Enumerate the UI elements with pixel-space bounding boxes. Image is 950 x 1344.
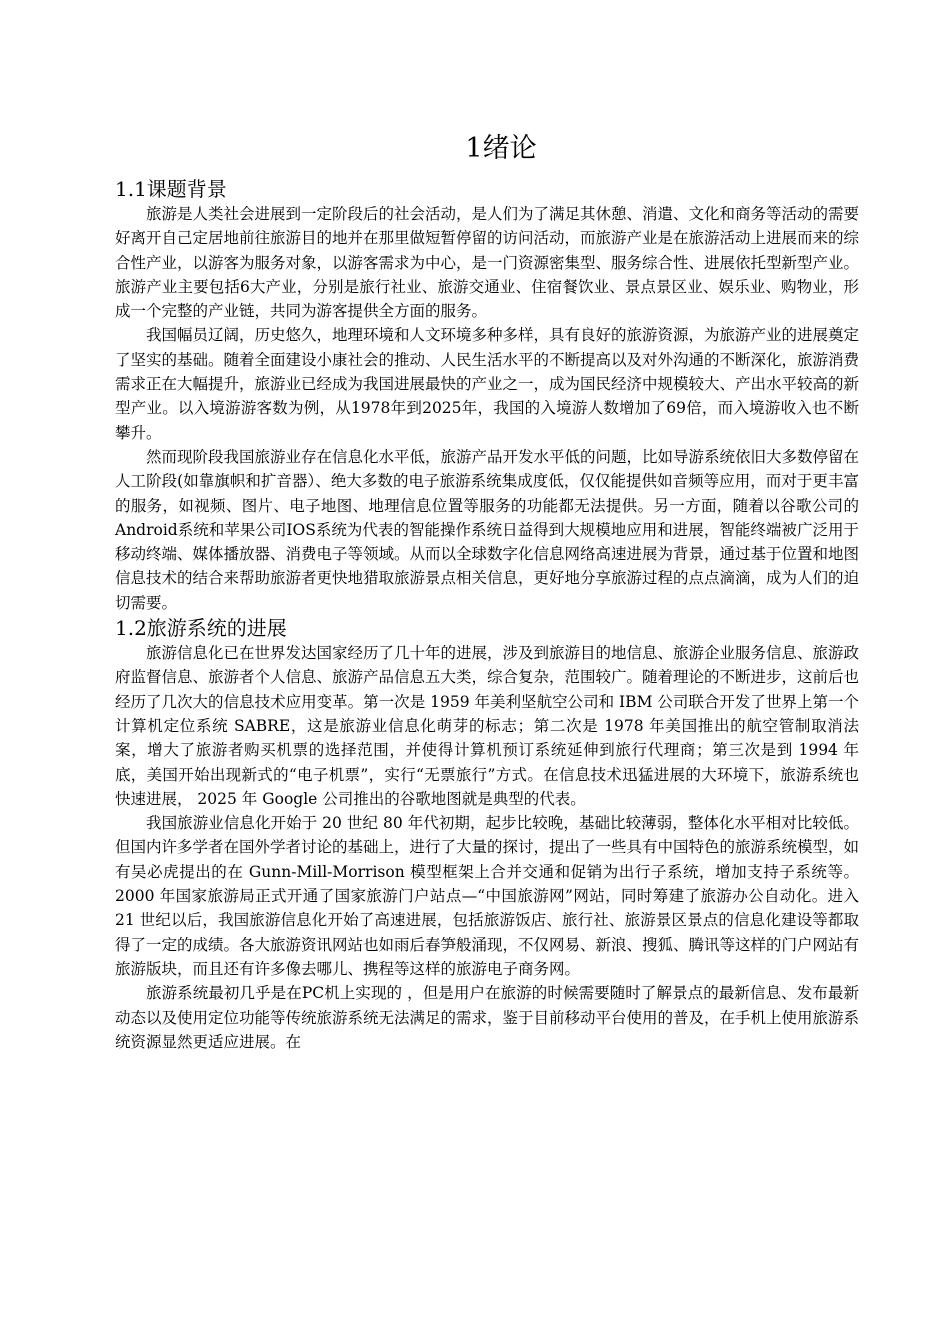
paragraph: 旅游系统最初几乎是在PC机上实现的 ，但是用户在旅游的时候需要随时了解景点的最新信息、发布最新动态以及使用定位功能等传统旅游系统无法满足的需求，鉴于目前移动平台使用的普及，在手机上使用旅游系统资源显然更适应进展。在: [115, 984, 860, 1051]
section-tourism-system: [115, 615, 859, 1054]
paragraph: 我国旅游业信息化开始于 20 世纪 80 年代初期，起步比较晚，基础比较薄弱，整体化水平相对比较低。但国内许多学者在国外学者讨论的基础上，进行了大量的探讨，提出了一些具有中国特色的旅游系统模型，如有吴必虎提出的在 Gunn-Mill-Morrison 模型框架上合并交通和促销为出行子系统，增加支持子系统等。2000 年国家旅游局正式开通了国家旅游门户站点—“中国旅游网”网站，同时筹建了旅游办公自动化。进入 21 世纪以后，我国旅游信息化开始了高速进展，包括旅游饭店、旅行社、旅游景区景点的信息化建设等都取得了一定的成绩。各大旅游资讯网站也如雨后春笋般涌现，不仅网易、新浪、搜狐、腾讯等这样的门户网站有旅游版块，而且还有许多像去哪儿、携程等这样的旅游电子商务网。: [115, 814, 860, 978]
chapter-title: 1绪论: [465, 133, 537, 164]
section-heading: 1.1课题背景: [115, 177, 227, 201]
document-page: [115, 128, 859, 1054]
paragraph: 旅游信息化已在世界发达国家经历了几十年的进展，涉及到旅游目的地信息、旅游企业服务信息、旅游政府监督信息、旅游者个人信息、旅游产品信息五大类，综合复杂，范围较广。随着理论的不断进步，这前后也经历了几次大的信息技术应用变革。第一次是 1959 年美利坚航空公司和 IBM 公司联合开发了世界上第一个计算机定位系统 SABRE，这是旅游业信息化萌芽的标志；第二次是 1978 年美国推出的航空管制取消法案，增大了旅游者购买机票的选择范围，并使得计算机预订系统延伸到旅行代理商；第三次是到 1994 年底，美国开始出现新式的“电子机票”，实行“无票旅行”方式。在信息技术迅猛进展的大环境下，旅游系统也快速进展， 2025 年 Google 公司推出的谷歌地图就是典型的代表。: [115, 644, 860, 808]
paragraph: 旅游是人类社会进展到一定阶段后的社会活动，是人们为了满足其休憩、消遣、文化和商务等活动的需要好离开自己定居地前往旅游目的地并在那里做短暂停留的访问活动，而旅游产业是在旅游活动上进展而来的综合性产业，以游客为服务对象，以游客需求为中心，是一门资源密集型、服务综合性、进展依托型新型产业。旅游产业主要包括6大产业，分别是旅行社业、旅游交通业、住宿餐饮业、景点景区业、娱乐业、购物业，形成一个完整的产业链，共同为游客提供全方面的服务。: [115, 205, 860, 321]
paragraph: 我国幅员辽阔，历史悠久，地理环境和人文环境多种多样，具有良好的旅游资源，为旅游产业的进展奠定了坚实的基础。随着全面建设小康社会的推动、人民生活水平的不断提高以及对外沟通的不断深化，旅游消费需求正在大幅提升，旅游业已经成为我国进展最快的产业之一，成为国民经济中规模较大、产出水平较高的新型产业。以入境游游客数为例，从1978年到2025年，我国的入境游人数增加了69倍，而入境游收入也不断攀升。: [115, 326, 860, 442]
section-heading: 1.2旅游系统的进展: [115, 616, 287, 641]
section-background: [115, 176, 859, 615]
paragraph: 然而现阶段我国旅游业存在信息化水平低，旅游产品开发水平低的问题，比如导游系统依旧大多数停留在人工阶段(如靠旗帜和扩音器）、绝大多数的电子旅游系统集成度低，仅仅能提供如音频等应用，而对于更丰富的服务，如视频、图片、电子地图、地理信息位置等服务的功能都无法提供。另一方面，随着以谷歌公司的Android系统和苹果公司IOS系统为代表的智能操作系统日益得到大规模地应用和进展，智能终端被广泛用于移动终端、媒体播放器、消费电子等领域。从而以全球数字化信息网络高速进展为背景，通过基于位置和地图信息技术的结合来帮助旅游者更快地猎取旅游景点相关信息，更好地分享旅游过程的点点滴滴，成为人们的迫切需要。: [115, 447, 860, 612]
